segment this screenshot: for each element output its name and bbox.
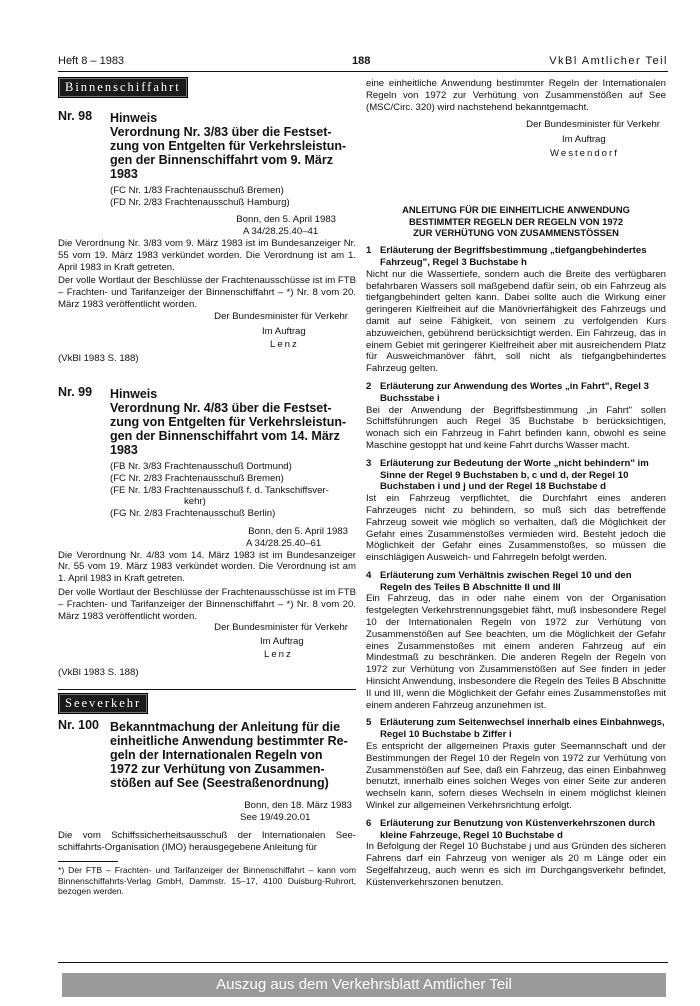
entry-para: Der volle Wortlaut der Beschlüsse der Frachtenausschüsse ist im FTB – Frachten- und Tarifanzeiger der Binnenschiffahrt – *) Nr. 8 vom 20. März 1983 veröffentlicht worden. — [58, 275, 356, 310]
footnote-rule — [58, 861, 118, 862]
guideline-item: 1 Erläuterung der Begriffsbestimmung „tiefgangbehindertes Fahrzeug", Regel 3 Buchstabe h Nicht nur die Wassertiefe, sondern auch die Breite des verfügbaren befahrbaren Wassers soll maßgebend dafür sein, ob ein Fahrzeug als tiefgangbehindert gelten kann. Dabei sollte auch die Wirkung einer geringeren Kielfreiheit auf die Manövrierfähigkeit des Fahrzeugs und damit auf seine Fähigkeit, von seinem zu verfolgenden Kurs abzuweichen, gebührend berücksichtigt werden. Ein Fahrzeug, das in einem Gebiet mit geringerer Kielfreiheit aber mit ausreichendem Platz für Ausweichmanöver fährt, soll nicht als tiefgangbehindertes Fahrzeug gelten. — [366, 245, 666, 375]
entry-subtitle: Verordnung Nr. 3/83 über die Festset- zung von Entgelten für Verkehrsleistun- gen der Binnenschiffahrt vom 9. März 1983 — [110, 124, 347, 181]
entry-number: Nr. 100 — [58, 718, 100, 733]
signature-auftrag: Im Auftrag — [260, 636, 304, 648]
item-text: Ist ein Fahrzeug verpflichtet, die Durchfahrt eines anderen Fahrzeuges nicht zu behindern, so muß sich das betreffende Fahrzeug soweit wie möglich so verhalten, daß die Möglichkeit der Gefahr eines Zusammenstoßes vermieden wird. Besteht jedoch die Möglichkeit der Gefahr eines Zusammenstoßes, so müssen die einschlägigen Ausweich- und Fahrregeln befolgt werden. — [366, 493, 666, 564]
right-column — [366, 78, 666, 889]
item-heading: Erläuterung der Begriffsbestimmung „tiefgangbehindertes Fahrzeug", Regel 3 Buchstabe h — [380, 245, 647, 268]
signature-office: Der Bundesminister für Verkehr — [214, 622, 348, 634]
guideline-item: 2 Erläuterung zur Anwendung des Wortes „in Fahrt", Regel 3 Buchsstabe i Bei der Anwendung der Begriffsbestimmung „in Fahrt" sollen Schiffsführungen auch Regel 35 Buchstabe b berücksichtigen, wonach sich ein Fahrzeug in Fahrt befinden kann, obwohl es seine Maschine gestoppt hat und keine Fahrt durchs Wasser macht. — [366, 380, 666, 451]
item-text: Bei der Anwendung der Begriffsbestimmung „in Fahrt" sollen Schiffsführungen auch Regel 35 Buchstabe b berücksichtigen, wonach sich ein Fahrzeug in Fahrt befinden kann, obwohl es seine Maschine gestoppt hat und keine Fahrt durchs Wasser macht. — [366, 404, 666, 451]
item-heading: Erläuterung zur Anwendung des Wortes „in Fahrt", Regel 3 Buchsstabe i — [380, 380, 649, 404]
footer-banner: Auszug aus dem Verkehrsblatt Amtlicher Teil — [62, 973, 666, 997]
guideline-item: 3 Erläuterung zur Bedeutung der Worte „nicht behindern" im Sinne der Regel 9 Buchstaben b, c und d, der Regel 10 Buchstaben i und j und der Regel 18 Buchstabe d Ist ein Fahrzeug verpflichtet, die Durchfahrt eines anderen Fahrzeuges nicht zu behindern, so muß sich das betreffende Fahrzeug soweit wie möglich so verhalten, daß die Möglichkeit der Gefahr eines Zusammenstoßes vermieden wird. Besteht jedoch die Möglichkeit der Gefahr eines Zusammenstoßes, so müssen die einschlägigen Ausweich- und Fahrregeln befolgt werden. — [366, 457, 666, 564]
item-text: In Befolgung der Regel 10 Buchstabe j und aus Gründen des sicheren Fahrens darf ein Fahrzeug von weniger als 20 m Länge oder ein Segelfahrzeug, auch wenn es sich im Durchgangsverkehr befindet, Küstenverkehrszonen benutzen. — [366, 841, 666, 888]
entry-subtitle: Verordnung Nr. 4/83 über die Festset- zung von Entgelten für Verkehrsleistun- gen der Binnenschiffahrt vom 14. März 1983 — [110, 400, 347, 457]
signature-office: Der Bundesminister für Verkehr — [526, 119, 660, 131]
item-heading: Erläuterung zum Verhältnis zwischen Regel 10 und den Regeln des Teiles B Abschnitte II und III — [380, 569, 632, 593]
entry-para: Die Verordnung Nr. 3/83 vom 9. März 1983 ist im Bundesanzeiger Nr. 55 vom 19. März 1983 verkündet worden. Die Verordnung ist am 1. April 1983 in Kraft getreten. — [58, 237, 356, 273]
item-heading: Erläuterung zur Benutzung von Küstenverkehrszonen durch kleine Fahrzeuge, Regel 10 Buchstabe d — [380, 817, 656, 841]
entry-para: Die Verordnung Nr. 4/83 vom 14. März 1983 ist im Bundesanzeiger Nr. 55 vom 19. März 1983 verkündet worden. Die Verordnung ist am 1. April 1983 in Kraft getreten. — [58, 549, 356, 585]
item-heading: Erläuterung zur Bedeutung der Worte „nicht behindern" im Sinne der Regel 9 Buchstaben b, c und d, der Regel 10 Buchstaben i und j und der Regel 18 Buchstabe d — [380, 457, 649, 493]
item-heading: Erläuterung zum Seitenwechsel innerhalb eines Einbahnwegs, Regel 10 Buchstabe b Ziffer i — [380, 717, 665, 741]
item-text: Es entspricht der allgemeinen Praxis guter Seemannschaft und der Bestimmungen der Regel 10 der Regeln von 1972 zur Verhütung von Zusammenstößen auf See, daß ein Fahrzeug, das einen Einbahnweg benutzt, innerhalb eines solchen Weges von einer Seite zur anderen wechseln kann, sofern dieses Wechseln in einem möglichst kleinen Winkel zur allgemeinen Verkehrsrichtung erfolgt. — [366, 741, 666, 812]
citation: (VkBl 1983 S. 188) — [58, 666, 139, 678]
entry-az: A 34/28.25.40–41 — [243, 226, 319, 238]
entry-nr100 — [58, 720, 356, 790]
entry-refs: (FC Nr. 1/83 Frachtenausschuß Bremen) (FD Nr. 2/83 Frachtenausschuß Hamburg) — [110, 184, 290, 208]
entry-title: Bekanntmachung der Anleitung für die einheitliche Anwendung bestimmter Re- geln der Internationalen Regeln von 1972 zur Verhütung von Zusammen- stößen auf See (Seestraßenordnung) — [110, 720, 348, 791]
section-binnenschiffahrt: Binnenschiffahrt — [58, 77, 188, 98]
signature-auftrag: Im Auftrag — [262, 325, 306, 337]
entry-nr99 — [58, 384, 356, 520]
entry-date: Bonn, den 5. April 1983 — [248, 525, 348, 537]
section-seeverkehr: Seeverkehr — [58, 693, 148, 714]
entry-nr98 — [58, 108, 356, 209]
header-rule — [58, 71, 668, 72]
left-column — [58, 82, 356, 897]
signature-name: Lenz — [264, 648, 293, 660]
footnote: *) Der FTB – Frachten- und Tarifanzeiger der Binnenschiffahrt – kann vom Binnenschiffahrts-Verlag GmbH, Dammstr. 15–17, 4100 Duisburg-Ruhrort, bezogen werden. — [58, 865, 356, 897]
guideline-item: 5 Erläuterung zum Seitenwechsel innerhalb eines Einbahnwegs, Regel 10 Buchstabe b Ziffer i Es entspricht der allgemeinen Praxis guter Seemannschaft und der Bestimmungen der Regel 10 der Regeln von 1972 zur Verhütung von Zusammenstößen auf See, daß ein Fahrzeug, das einen Einbahnweg benutzt, innerhalb eines solchen Weges von einer Seite zur anderen wechseln kann, sofern dieses Wechseln in einem möglichst kleinen Winkel zur allgemeinen Verkehrsrichtung erfolgt. — [366, 717, 666, 812]
entry-date: Bonn, den 18. März 1983 — [244, 800, 352, 812]
item-text: Nicht nur die Wassertiefe, sondern auch die Breite des verfügbaren befahrbaren Wassers soll maßgebend dafür sein, ob ein Fahrzeug als tiefgangbehindert gelten kann. Dabei sollte auch die Wirkung einer geringeren Kielfreiheit auf die Manövrierfähigkeit des Fahrzeugs und damit auf seine Fähigkeit, von seinem zu verfolgenden Kurs abzuweichen, gebührend berücksichtigt werden. Ein Fahrzeug, das in einem Gebiet mit geringerer Kielfreiheit aber mit ausreichendem Platz für Ausweichmanöver fährt, soll nicht als tiefgangbehindertes Fahrzeug gelten. — [366, 268, 666, 375]
entry-date: Bonn, den 5. April 1983 — [236, 214, 336, 226]
citation: (VkBl 1983 S. 188) — [58, 353, 139, 365]
guideline-item: 4 Erläuterung zum Verhältnis zwischen Regel 10 und den Regeln des Teiles B Abschnitte II und III Ein Fahrzeug, das in oder nahe einem von der Organisation festgelegten Verkehrstrennungsgebiet fährt, muß insbesondere Regel 10 der Internationalen Regeln von 1972 zur Verhütung von Zusammenstößen auf See beachten, um die Möglichkeit der Gefahr eines Zusammenstoßes mit einem anderen Fahrzeug auf ein Mindestmaß zu beschränken. Die anderen Regeln der Regeln von 1972 zur Verhütung von Zusammenstößen auf See finden in jeder Hinsicht Anwendung, insbesondere die Regeln des Teiles B Abschnitte II und III, wenn die Möglichkeit der Gefahr eines Zusammenstoßes mit einem anderen Fahrzeug anzunehmen ist. — [366, 569, 666, 711]
entry-para: Die vom Schiffssicherheitsausschuß der Internationalen See-schiffahrts-Organisation (IMO) herausgegebene Anleitung für — [58, 829, 356, 853]
signature-name: Westendorf — [550, 147, 619, 159]
signature-name: Lenz — [270, 339, 299, 351]
continued-text: eine einheitliche Anwendung bestimmter Regeln der Internationalen Regeln von 1972 zur Verhütung von Zusammenstößen auf See (MSC/Circ. 320) wird nachstehend bekanntgemacht. — [366, 78, 666, 113]
signature-auftrag: Im Auftrag — [562, 134, 606, 146]
entry-refs: (FB Nr. 3/83 Frachtenausschuß Dortmund) (FC Nr. 2/83 Frachtenausschuß Bremen) (FE Nr. 1/83 Frachtenausschuß f. d. Tankschiffsver- kehr) (FG Nr. 2/83 Frachtenausschuß Berlin) — [110, 460, 329, 520]
section-rule — [58, 689, 356, 690]
issue-label: Heft 8 – 1983 — [58, 55, 125, 67]
journal-title: VkBl Amtlicher Teil — [549, 55, 668, 67]
entry-az: A 34/28.25.40–61 — [246, 537, 322, 549]
entry-az: See 19/49.20.01 — [240, 812, 311, 824]
signature-office: Der Bundesminister für Verkehr — [214, 310, 348, 322]
guideline-heading: ANLEITUNG FÜR DIE EINHEITLICHE ANWENDUNG BESTIMMTER REGELN DER REGELN VON 1972 ZUR VERHÜTUNG VON ZUSAMMENSTÖSSEN — [402, 203, 630, 239]
entry-number: Nr. 98 — [58, 108, 93, 123]
guideline-item: 6 Erläuterung zur Benutzung von Küstenverkehrszonen durch kleine Fahrzeuge, Regel 10 Buchstabe d In Befolgung der Regel 10 Buchstabe j und aus Gründen des sicheren Fahrens darf ein Fahrzeug von weniger als 20 m Länge oder ein Segelfahrzeug, auch wenn es sich im Durchgangsverkehr befindet, Küstenverkehrszonen benutzen. — [366, 817, 666, 888]
entry-para: Der volle Wortlaut der Beschlüsse der Frachtenausschüsse ist im FTB – Frachten- und Tarifanzeiger der Binnenschiffahrt – *) Nr. 8 vom 20. März 1983 veröffentlicht worden. — [58, 586, 356, 622]
entry-title: Hinweis — [110, 386, 158, 401]
entry-title: Hinweis — [110, 110, 158, 125]
page-number: 188 — [352, 55, 371, 67]
footer-rule — [58, 962, 668, 963]
entry-number: Nr. 99 — [58, 384, 93, 399]
item-text: Ein Fahrzeug, das in oder nahe einem von der Organisation festgelegten Verkehrstrennungsgebiet fährt, muß insbesondere Regel 10 der Internationalen Regeln von 1972 zur Verhütung von Zusammenstößen auf See beachten, um die Möglichkeit der Gefahr eines Zusammenstoßes mit einem anderen Fahrzeug auf ein Mindestmaß zu beschränken. Die anderen Regeln der Regeln von 1972 zur Verhütung von Zusammenstößen auf See finden in jeder Hinsicht Anwendung, insbesondere die Regeln des Teiles B Abschnitte II und III, wenn die Möglichkeit der Gefahr eines Zusammenstoßes mit einem anderen Fahrzeug anzunehmen ist. — [366, 593, 666, 711]
